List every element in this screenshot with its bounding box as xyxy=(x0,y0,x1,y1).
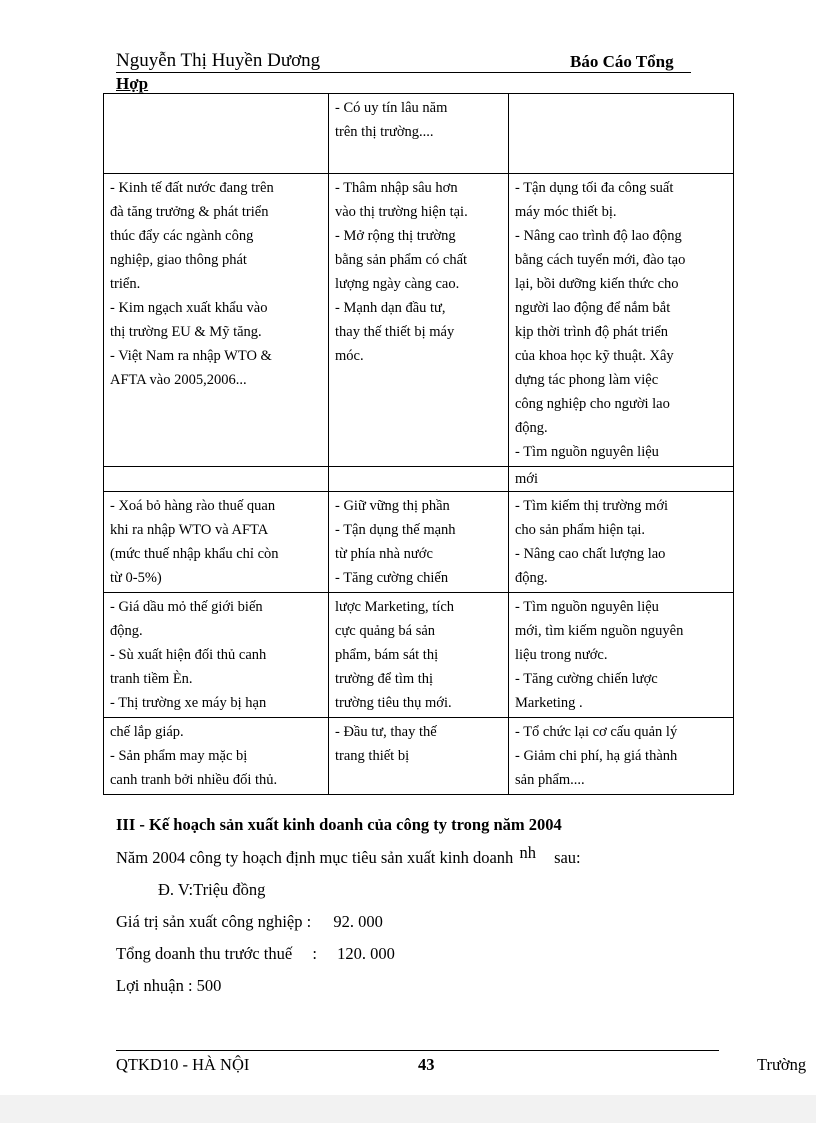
plan-line-value: 92. 000 xyxy=(333,912,383,931)
table-cell xyxy=(329,718,509,795)
cell-line: thúc đẩy các ngành công xyxy=(110,228,254,244)
cell-line: cho sản phẩm hiện tại. xyxy=(515,522,646,538)
table-cell xyxy=(329,593,509,718)
table-cell xyxy=(509,467,734,492)
cell-line: động. xyxy=(515,570,548,586)
cell-line: canh tranh bởi nhiều đối thủ. xyxy=(110,772,278,788)
cell-line: vào thị trường hiện tại. xyxy=(335,204,468,220)
header-report-title: Báo Cáo Tổng xyxy=(570,52,674,71)
cell-line: - Việt Nam ra nhập WTO & xyxy=(110,348,272,364)
swot-strategy-table xyxy=(103,93,734,795)
plan-line-profit: Lợi nhuận : 500 xyxy=(116,976,222,995)
cell-line: - Giảm chi phí, hạ giá thành xyxy=(515,748,678,764)
cell-line: - Có uy tín lâu năm xyxy=(335,100,448,116)
cell-line: thị trường EU & Mỹ tăng. xyxy=(110,324,262,340)
unit-label: Đ. V:Triệu đồng xyxy=(158,880,266,899)
cell-line: - Thâm nhập sâu hơn xyxy=(335,180,458,196)
cell-line: - Tìm nguồn nguyên liệu xyxy=(515,444,659,460)
plan-line-label: Giá trị sản xuất công nghiệp : xyxy=(116,912,312,931)
page-number: 43 xyxy=(418,1055,435,1074)
table-cell xyxy=(509,718,734,795)
table-row xyxy=(104,94,734,174)
cell-line: trường tiêu thụ mới. xyxy=(335,695,452,711)
cell-line: - Thị trường xe máy bị hạn xyxy=(110,695,267,711)
cell-line: động. xyxy=(515,420,548,436)
table-cell xyxy=(104,467,329,492)
cell-line: - Tìm nguồn nguyên liệu xyxy=(515,599,659,615)
cell-line: sản phẩm.... xyxy=(515,772,585,788)
cell-line: - Xoá bỏ hàng rào thuế quan xyxy=(110,498,276,514)
cell-line: - Tăng cường chiến lược xyxy=(515,671,658,687)
cell-line: - Đầu tư, thay thế xyxy=(335,724,437,740)
table-cell xyxy=(329,174,509,467)
cell-line: mới, tìm kiếm nguồn nguyên xyxy=(515,623,684,639)
cell-line: mới xyxy=(515,471,538,487)
cell-line: nghiệp, giao thông phát xyxy=(110,252,247,268)
plan-intro-end: sau: xyxy=(554,848,581,867)
table-row xyxy=(104,467,734,492)
section-title: III - Kế hoạch sản xuất kinh doanh của công ty trong năm 2004 xyxy=(116,815,562,834)
table-row xyxy=(104,174,734,467)
cell-line: lại, bồi dưỡng kiến thức cho xyxy=(515,276,679,292)
cell-line: lược Marketing, tích xyxy=(335,599,455,615)
table-row xyxy=(104,718,734,795)
plan-line-revenue xyxy=(116,944,395,964)
table-cell xyxy=(509,174,734,467)
cell-line: phẩm, bám sát thị xyxy=(335,647,439,663)
cell-line: - Giữ vững thị phần xyxy=(335,498,450,514)
plan-line-separator: : xyxy=(312,944,317,963)
cell-line: thay thế thiết bị máy xyxy=(335,324,455,340)
cell-line: bằng sản phẩm có chất xyxy=(335,252,468,268)
cell-line: của khoa học kỹ thuật. Xây xyxy=(515,348,674,364)
cell-line: AFTA vào 2005,2006... xyxy=(110,372,247,388)
table-cell xyxy=(104,174,329,467)
plan-line-production xyxy=(116,912,383,932)
cell-line: - Kim ngạch xuất khẩu vào xyxy=(110,300,268,316)
cell-line: - Tổ chức lại cơ cấu quản lý xyxy=(515,724,678,740)
cell-line: - Mở rộng thị trường xyxy=(335,228,456,244)
table-row xyxy=(104,492,734,593)
cell-line: (mức thuế nhập khẩu chỉ còn xyxy=(110,546,279,562)
header-rule xyxy=(116,72,691,73)
table-cell xyxy=(329,467,509,492)
cell-line: móc. xyxy=(335,348,364,364)
cell-line: lượng ngày càng cao. xyxy=(335,276,460,292)
footer-left: QTKD10 - HÀ NỘI xyxy=(116,1055,250,1074)
plan-intro xyxy=(116,843,581,868)
cell-line: Marketing . xyxy=(515,695,583,711)
cell-line: - Giá dầu mỏ thế giới biến xyxy=(110,599,263,615)
footer-rule xyxy=(116,1050,719,1051)
table-cell xyxy=(104,718,329,795)
plan-line-label: Tổng doanh thu trước thuế xyxy=(116,944,293,963)
table-cell xyxy=(329,492,509,593)
cell-line: công nghiệp cho người lao xyxy=(515,396,670,412)
cell-line: liệu trong nước. xyxy=(515,647,608,663)
table-cell xyxy=(509,94,734,174)
cell-line: - Tìm kiếm thị trường mới xyxy=(515,498,669,514)
cell-line: - Mạnh dạn đầu tư, xyxy=(335,300,446,316)
cell-line: dựng tác phong làm việc xyxy=(515,372,659,388)
cell-line: bằng cách tuyển mới, đào tạo xyxy=(515,252,686,268)
header-author: Nguyễn Thị Huyền Dương xyxy=(116,50,321,71)
cell-line: - Tăng cường chiến xyxy=(335,570,449,586)
cell-line: từ phía nhà nước xyxy=(335,546,433,562)
scan-edge xyxy=(0,1095,816,1123)
table-cell xyxy=(329,94,509,174)
table-cell xyxy=(509,593,734,718)
plan-line-value: 120. 000 xyxy=(337,944,395,963)
cell-line: tranh tiềm Èn. xyxy=(110,671,193,687)
cell-line: máy móc thiết bị. xyxy=(515,204,617,220)
cell-line: - Kinh tế đất nước đang trên xyxy=(110,180,274,196)
table-cell xyxy=(104,593,329,718)
plan-intro-text: Năm 2004 công ty hoạch định mục tiêu sản xuất kinh doanh xyxy=(116,848,514,867)
cell-line: - Sù xuất hiện đối thủ canh xyxy=(110,647,267,663)
table-cell xyxy=(104,94,329,174)
cell-line: động. xyxy=(110,623,143,639)
cell-line: từ 0-5%) xyxy=(110,570,162,586)
cell-line: - Nâng cao trình độ lao động xyxy=(515,228,682,244)
cell-line: khi ra nhập WTO và AFTA xyxy=(110,522,269,538)
plan-intro-fragment: nh xyxy=(519,843,536,862)
header-report-title-cont: Hợp xyxy=(116,74,149,93)
cell-line: đà tăng trưởng & phát triển xyxy=(110,204,269,220)
cell-line: trên thị trường.... xyxy=(335,124,434,140)
cell-line: - Tận dụng tối đa công suất xyxy=(515,180,674,196)
cell-line: - Nâng cao chất lượng lao xyxy=(515,546,666,562)
table-cell xyxy=(104,492,329,593)
cell-line: người lao động để nắm bắt xyxy=(515,300,671,316)
table-cell xyxy=(509,492,734,593)
cell-line: - Tận dụng thế mạnh xyxy=(335,522,456,538)
cell-line: cực quảng bá sản xyxy=(335,623,436,639)
cell-line: trường để tìm thị xyxy=(335,671,434,687)
table-row xyxy=(104,593,734,718)
cell-line: trang thiết bị xyxy=(335,748,410,764)
cell-line: chế lắp giáp. xyxy=(110,724,184,740)
footer-right: Trường xyxy=(757,1055,807,1074)
cell-line: triển. xyxy=(110,276,141,292)
cell-line: kịp thời trình độ phát triển xyxy=(515,324,669,340)
cell-line: - Sản phẩm may mặc bị xyxy=(110,748,248,764)
